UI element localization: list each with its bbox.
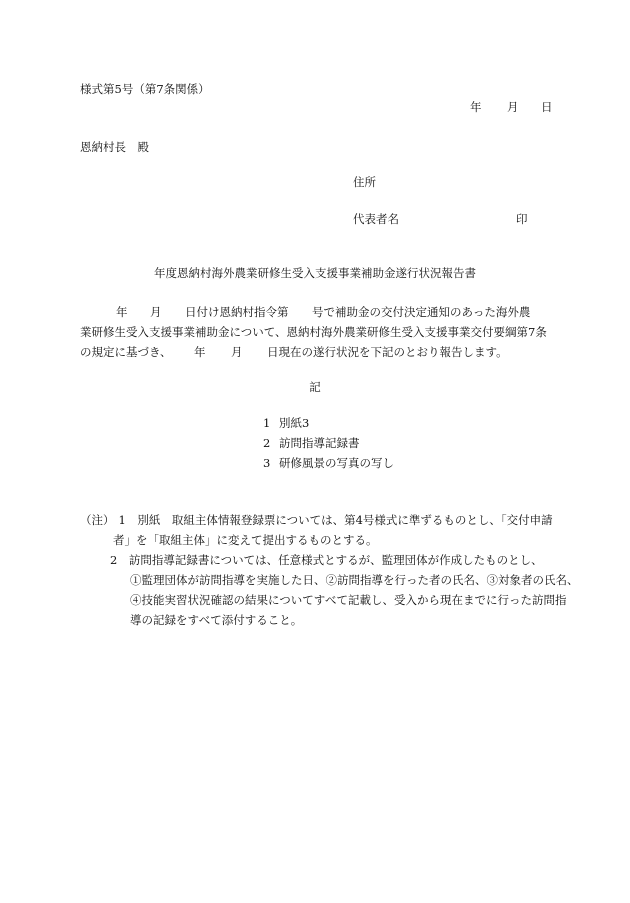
notes-section: [80, 510, 579, 630]
body-year-2: 年: [194, 345, 206, 359]
body-ref: 日付け恩納村指令第: [185, 305, 289, 319]
ki-heading: 記: [309, 380, 321, 394]
list-item: 2 訪問指導記録書: [263, 436, 360, 450]
list-item: 1 別紙3: [263, 416, 310, 430]
document-title: 年度恩納村海外農業研修生受入支援事業補助金遂行状況報告書: [154, 266, 476, 280]
date-year: 年: [470, 100, 482, 114]
addressee: 恩納村長 殿: [80, 140, 149, 154]
form-number: 様式第5号（第7条関係）: [80, 82, 210, 96]
note-line: ①監理団体が訪問指導を実施した日、②訪問指導を行った者の氏名、③対象者の氏名、: [130, 573, 579, 587]
date-day: 日: [541, 100, 553, 114]
body-head: の規定に基づき、: [80, 345, 172, 359]
body-month: 月: [150, 305, 162, 319]
body-month-2: 月: [231, 345, 243, 359]
note-line: 者」を「取組主体」に変えて提出するものとする。: [113, 533, 378, 547]
body-tail: 日現在の遂行状況を下記のとおり報告します。: [267, 345, 508, 359]
representative-label: 代表者名: [353, 212, 399, 226]
notes-label: （注）: [80, 513, 115, 527]
body-year: 年: [116, 305, 128, 319]
address-label: 住所: [353, 175, 376, 189]
note-line: 導の記録をすべて添付すること。: [130, 613, 303, 627]
date-month: 月: [507, 100, 519, 114]
body-line-1: [80, 302, 550, 322]
body-ref-tail: 号で補助金の交付決定通知のあった海外農: [312, 305, 531, 319]
note-line: ④技能実習状況確認の結果についてすべて記載し、受入から現在までに行った訪問指: [130, 593, 567, 607]
seal-mark: 印: [516, 212, 528, 226]
note-line: 2 訪問指導記録書については、任意様式とするが、監理団体が作成したものとし、: [110, 553, 543, 567]
note-line: （注） 1 別紙 取組主体情報登録票については、第4号様式に準ずるものとし、「交付申請: [80, 513, 553, 527]
body-line-2: 業研修生受入支援事業補助金について、恩納村海外農業研修生受入支援事業交付要綱第7条: [80, 325, 547, 339]
enclosure-list: [263, 413, 394, 473]
body-paragraph: [80, 302, 550, 362]
list-item: 3 研修風景の写真の写し: [263, 456, 394, 470]
body-line-3: [80, 342, 550, 362]
